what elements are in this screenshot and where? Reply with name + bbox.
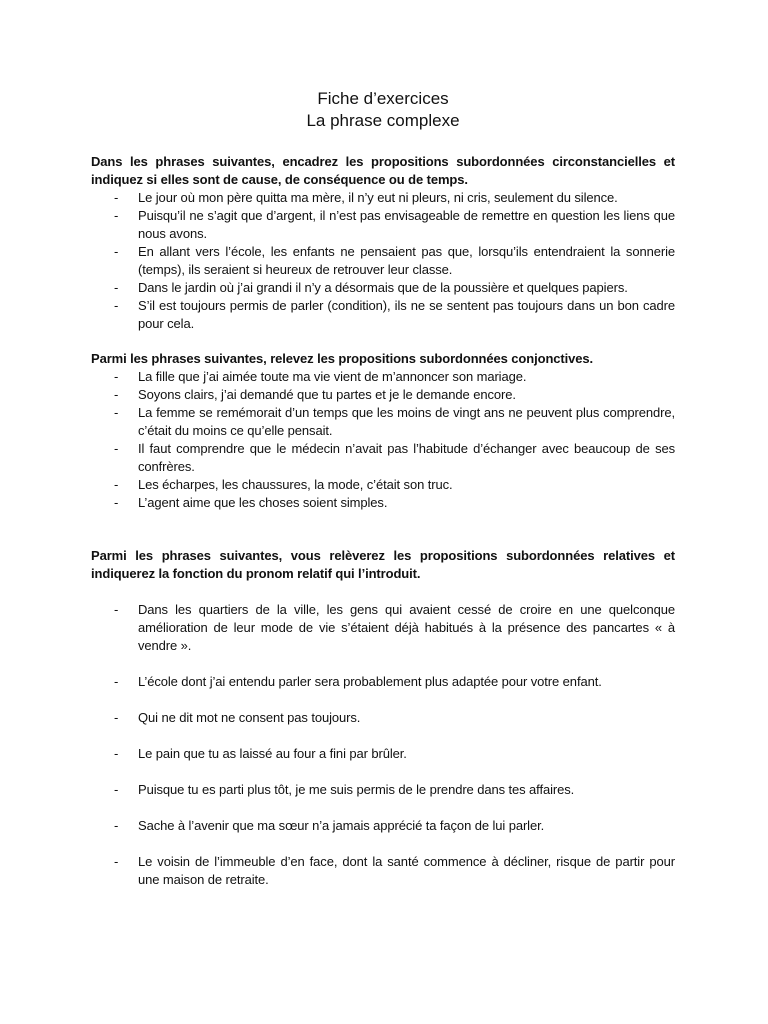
exercise-list (91, 189, 675, 333)
list-item-text: Les écharpes, les chaussures, la mode, c’était son truc. (138, 477, 453, 492)
list-item (91, 709, 675, 727)
list-item (91, 817, 675, 835)
list-item (91, 781, 675, 799)
list-item-text: S’il est toujours permis de parler (condition), ils ne se sentent pas toujours dans un bon cadre pour cela. (138, 298, 675, 331)
list-item-text: Dans le jardin où j’ai grandi il n’y a désormais que de la poussière et quelques papiers. (138, 280, 628, 295)
list-item-text: Qui ne dit mot ne consent pas toujours. (138, 710, 361, 725)
list-item-text: Le pain que tu as laissé au four a fini par brûler. (138, 746, 407, 761)
list-item-text: En allant vers l’école, les enfants ne pensaient pas que, lorsqu’ils entendraient la sonnerie (temps), ils seraient si heureux de retrouver leur classe. (138, 244, 675, 277)
list-item (91, 853, 675, 889)
list-item-text: Dans les quartiers de la ville, les gens qui avaient cessé de croire en une quelconque amélioration de leur mode de vie s’étaient déjà habitués à la présence des pancartes « à vendre ». (138, 602, 675, 653)
list-item-text: Puisque tu es parti plus tôt, je me suis permis de le prendre dans tes affaires. (138, 782, 575, 797)
list-item-text: Sache à l’avenir que ma sœur n’a jamais apprécié ta façon de lui parler. (138, 818, 545, 833)
exercise-section-3 (91, 547, 675, 889)
document-subtitle: La phrase complexe (306, 111, 460, 130)
list-item (91, 386, 675, 404)
document-page (91, 88, 675, 907)
list-item (91, 207, 675, 243)
list-item-text: La femme se remémorait d’un temps que les moins de vingt ans ne peuvent plus comprendre, c’était du moins ce qu’elle pensait. (138, 405, 675, 438)
title-block (91, 88, 675, 132)
list-item-text: Il faut comprendre que le médecin n’avait pas l’habitude d’échanger avec beaucoup de ses confrères. (138, 441, 675, 474)
exercise-section-1 (91, 153, 675, 333)
bullet-dash: - (114, 746, 119, 761)
bullet-dash: - (114, 369, 119, 384)
bullet-dash: - (114, 405, 119, 420)
list-item (91, 494, 675, 512)
bullet-dash: - (114, 280, 119, 295)
list-item (91, 368, 675, 386)
bullet-dash: - (114, 710, 119, 725)
list-item-text: L’école dont j’ai entendu parler sera probablement plus adaptée pour votre enfant. (138, 674, 602, 689)
exercise-section-2 (91, 350, 675, 512)
list-item-text: Soyons clairs, j’ai demandé que tu partes et je le demande encore. (138, 387, 516, 402)
bullet-dash: - (114, 190, 119, 205)
list-item (91, 673, 675, 691)
list-item (91, 745, 675, 763)
list-item (91, 243, 675, 279)
bullet-dash: - (114, 854, 119, 869)
bullet-dash: - (114, 387, 119, 402)
list-item (91, 440, 675, 476)
list-item-text: Le voisin de l’immeuble d’en face, dont la santé commence à décliner, risque de partir pour une maison de retraite. (138, 854, 675, 887)
bullet-dash: - (114, 244, 119, 259)
exercise-instruction: Parmi les phrases suivantes, vous relèverez les propositions subordonnées relatives et indiquerez la fonction du pronom relatif qui l’introduit. (91, 548, 675, 581)
list-item-text: Le jour où mon père quitta ma mère, il n’y eut ni pleurs, ni cris, seulement du silence. (138, 190, 618, 205)
bullet-dash: - (114, 298, 119, 313)
bullet-dash: - (114, 477, 119, 492)
list-item-text: Puisqu’il ne s’agit que d’argent, il n’est pas envisageable de remettre en question les liens que nous avons. (138, 208, 675, 241)
document-title: Fiche d’exercices (317, 89, 449, 108)
list-item (91, 297, 675, 333)
exercise-instruction: Dans les phrases suivantes, encadrez les propositions subordonnées circonstancielles et indiquez si elles sont de cause, de conséquence ou de temps. (91, 154, 675, 187)
bullet-dash: - (114, 441, 119, 456)
bullet-dash: - (114, 782, 119, 797)
bullet-dash: - (114, 208, 119, 223)
list-item (91, 601, 675, 655)
list-item-text: La fille que j’ai aimée toute ma vie vient de m’annoncer son mariage. (138, 369, 527, 384)
list-item (91, 404, 675, 440)
bullet-dash: - (114, 602, 119, 617)
bullet-dash: - (114, 674, 119, 689)
exercise-instruction: Parmi les phrases suivantes, relevez les propositions subordonnées conjonctives. (91, 351, 594, 366)
exercise-list (91, 368, 675, 512)
list-item (91, 279, 675, 297)
list-item (91, 189, 675, 207)
bullet-dash: - (114, 495, 119, 510)
list-item (91, 476, 675, 494)
list-item-text: L’agent aime que les choses soient simples. (138, 495, 388, 510)
exercise-list (91, 601, 675, 889)
bullet-dash: - (114, 818, 119, 833)
